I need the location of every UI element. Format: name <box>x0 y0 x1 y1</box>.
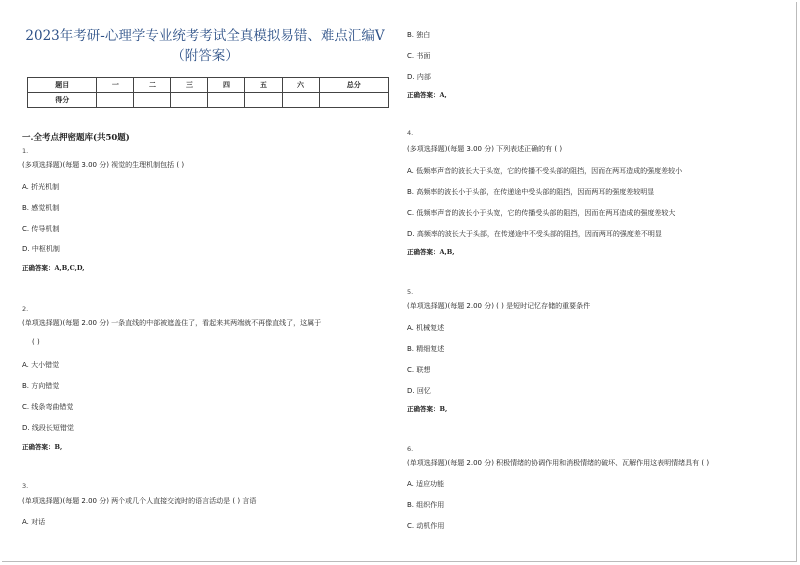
score-table-score-row <box>28 93 389 108</box>
correct-answer: 正确答案：A,B, <box>407 248 455 256</box>
question-option: C. 动机作用 <box>407 522 445 530</box>
question-number-text: 4. <box>407 129 414 137</box>
question-number-text: 2. <box>22 305 29 313</box>
question-number-text: 1. <box>22 147 29 155</box>
question-text: (多项选择题)(每题 3.00 分) 视觉的生理机制包括 ( ) <box>22 161 185 169</box>
score-table-header-cell: 二 <box>134 78 171 93</box>
score-table-row-label: 得分 <box>28 93 97 108</box>
question-text: (单项选择题)(每题 2.00 分) ( ) 是短时记忆存储的重要条件 <box>407 302 591 310</box>
score-table-header-cell: 总分 <box>319 78 388 93</box>
score-table <box>27 77 389 108</box>
question-number-text: 6. <box>407 445 414 453</box>
question-option: A. 折光机制 <box>22 183 60 191</box>
question-option: A. 低频率声音的波长大于头宽，它的传播不受头部的阻挡，因而在两耳造成的强度差较小 <box>407 167 683 175</box>
question-option: D. 中枢机制 <box>22 245 60 253</box>
question-option: B. 高频率的波长小于头部，在传递途中受头部的阻挡，因而两耳的强度差较明显 <box>407 188 655 196</box>
score-table-header-cell: 四 <box>208 78 245 93</box>
score-table-cell <box>245 93 282 108</box>
question-option: C. 低频率声音的波长小于头宽，它的传播受头部的阻挡，因而在两耳造成的强度差较大 <box>407 209 676 217</box>
section-title: 一.全考点押密题库(共50题) <box>22 133 130 143</box>
score-table-header-cell: 题目 <box>28 78 97 93</box>
score-table-cell <box>171 93 208 108</box>
question-option: C. 传导机制 <box>22 225 60 233</box>
question-number <box>407 444 413 454</box>
score-table-cell <box>134 93 171 108</box>
question-option: D. 内部 <box>407 73 431 81</box>
question-number <box>22 304 28 314</box>
question-option: A. 机械复述 <box>407 324 445 332</box>
question-option: C. 书面 <box>407 52 431 60</box>
question-text: (单项选择题)(每题 2.00 分) 一条直线的中部被遮盖住了，看起来其两端就不再像直线了，这属于 <box>22 319 322 327</box>
score-table-cell <box>208 93 245 108</box>
question-option: C. 线条弯曲错觉 <box>22 403 74 411</box>
question-option: A. 大小错觉 <box>22 361 60 369</box>
question-text: (单项选择题)(每题 2.00 分) 积极情绪的协调作用和消极情绪的破坏、瓦解作用这表明情绪具有 ( ) <box>407 459 710 467</box>
score-table-header-cell: 六 <box>282 78 319 93</box>
question-text: (单项选择题)(每题 2.00 分) 两个或几个人直接交流时的语言活动是 ( ) 言语 <box>22 497 257 505</box>
question-number <box>22 146 28 156</box>
correct-answer: 正确答案：A,B,C,D, <box>22 264 85 272</box>
question-option: B. 独白 <box>407 31 431 39</box>
correct-answer: 正确答案：B, <box>22 443 63 451</box>
question-number <box>407 128 413 138</box>
score-table-header-cell: 五 <box>245 78 282 93</box>
question-option: D. 线段长短错觉 <box>22 424 74 432</box>
question-option: A. 对话 <box>22 518 46 526</box>
score-table-cell <box>282 93 319 108</box>
question-option: A. 适应功能 <box>407 480 445 488</box>
question-option: C. 联想 <box>407 366 431 374</box>
score-table-header-cell: 一 <box>97 78 134 93</box>
document-title: 2023年考研-心理学专业统考考试全真模拟易错、难点汇编V（附答案） <box>25 28 385 64</box>
question-option: B. 方向错觉 <box>22 382 60 390</box>
score-table-header-row <box>28 78 389 93</box>
question-number <box>22 481 28 491</box>
question-option: B. 感觉机制 <box>22 204 60 212</box>
correct-answer: 正确答案：A, <box>407 91 447 99</box>
score-table-header-cell: 三 <box>171 78 208 93</box>
question-option: B. 组织作用 <box>407 501 445 509</box>
score-table-cell <box>97 93 134 108</box>
question-text: (多项选择题)(每题 3.00 分) 下列表述正确的有 ( ) <box>407 145 563 153</box>
question-number-text: 3. <box>22 482 29 490</box>
question-option: B. 精细复述 <box>407 345 445 353</box>
question-option: D. 高频率的波长大于头部，在传递途中不受头部的阻挡，因而两耳的强度差不明显 <box>407 230 662 238</box>
question-number <box>407 287 413 297</box>
question-text-continued: ( ) <box>32 338 40 346</box>
question-option: D. 回忆 <box>407 387 431 395</box>
score-table-cell <box>319 93 388 108</box>
question-number-text: 5. <box>407 288 414 296</box>
correct-answer: 正确答案：B, <box>407 405 448 413</box>
